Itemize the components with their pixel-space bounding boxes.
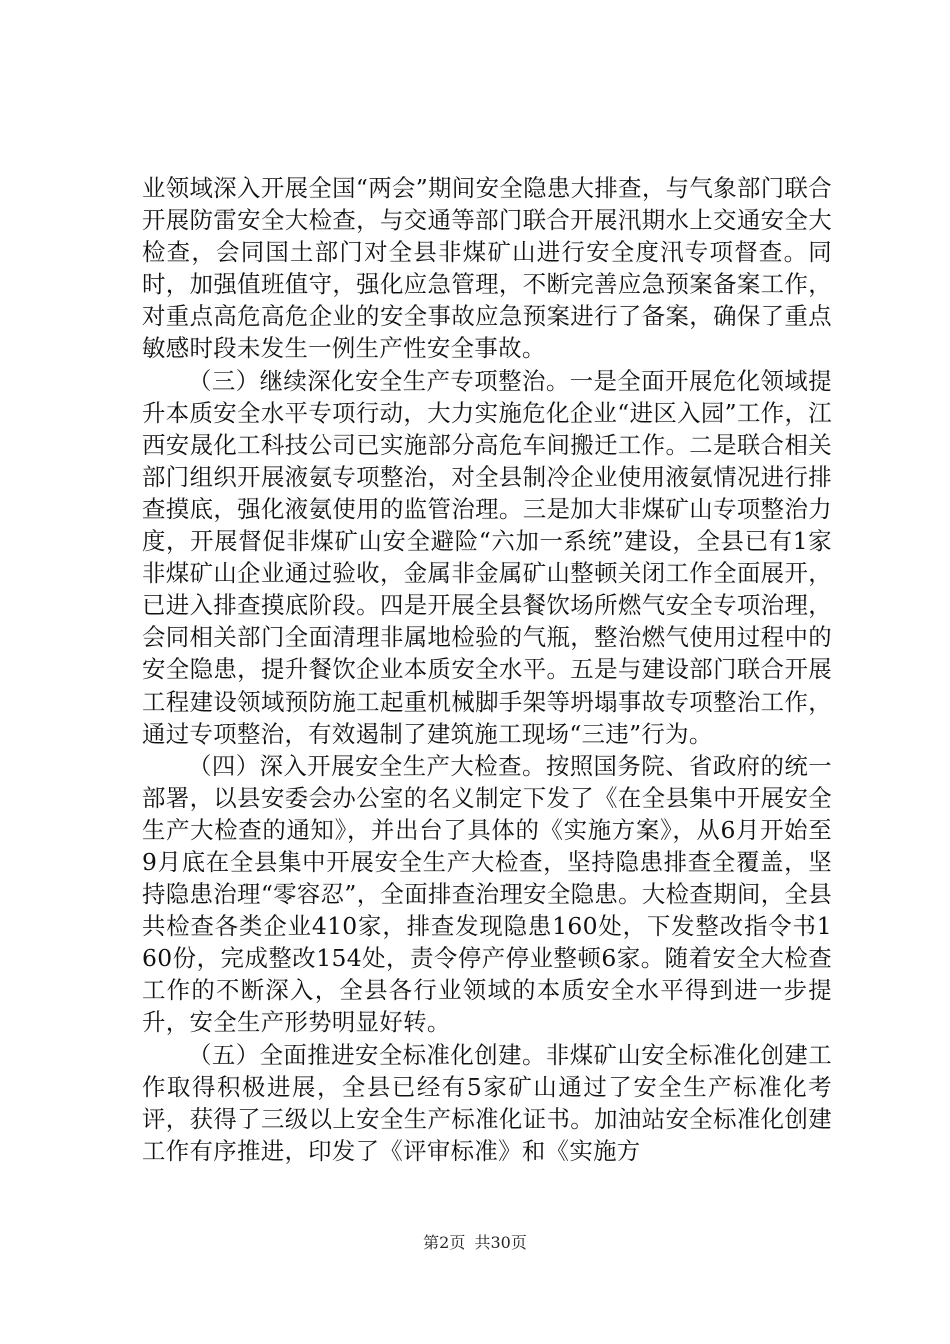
page-total: 共30页: [474, 1233, 527, 1252]
document-body: [142, 172, 832, 1167]
paragraph-section-three: （三）继续深化安全生产专项整治。一是全面开展危化领域提升本质安全水平专项行动，大力实施危化企业“进区入园”工作，江西安晟化工科技公司已实施部分高危车间搬迁工作。二是联合相关部门组织开展液氨专项整治，对全县制冷企业使用液氨情况进行排查摸底，强化液氨使用的监管治理。三是加大非煤矿山专项整治力度，开展督促非煤矿山安全避险“六加一系统”建设，全县已有1家非煤矿山企业通过验收，金属非金属矿山整顿关闭工作全面展开，已进入排查摸底阶段。四是开展全县餐饮场所燃气安全专项治理，会同相关部门全面清理非属地检验的气瓶，整治燃气使用过程中的安全隐患，提升餐饮企业本质安全水平。五是与建设部门联合开展工程建设领域预防施工起重机械脚手架等坍塌事故专项整治工作，通过专项整治，有效遏制了建筑施工现场“三违”行为。: [142, 366, 832, 748]
paragraph-continuation: 业领域深入开展全国“两会”期间安全隐患大排查，与气象部门联合开展防雷安全大检查，与交通等部门联合开展汛期水上交通安全大检查，会同国土部门对全县非煤矿山进行安全度汛专项督查。同时，加强值班值守，强化应急管理，不断完善应急预案备案工作，对重点高危高危企业的安全事故应急预案进行了备案，确保了重点敏感时段未发生一例生产性安全事故。: [142, 174, 832, 363]
paragraph-section-five: （五）全面推进安全标准化创建。非煤矿山安全标准化创建工作取得积极进展，全县已经有5家矿山通过了安全生产标准化考评，获得了三级以上安全生产标准化证书。加油站安全标准化创建工作有序推进，印发了《评审标准》和《实施方: [142, 1040, 832, 1165]
page-number: 第2页: [423, 1233, 466, 1252]
paragraph-section-four: （四）深入开展安全生产大检查。按照国务院、省政府的统一部署，以县安委会办公室的名义制定下发了《在全县集中开展安全生产大检查的通知》，并出台了具体的《实施方案》，从6月开始至9月底在全县集中开展安全生产大检查，坚持隐患排查全覆盖，坚持隐患治理“零容忍”，全面排查治理安全隐患。大检查期间，全县共检查各类企业410家，排查发现隐患160处，下发整改指令书160份，完成整改154处，责令停产停业整顿6家。随着安全大检查工作的不断深入，全县各行业领域的本质安全水平得到进一步提升，安全生产形势明显好转。: [142, 751, 832, 1037]
page-footer: [0, 1233, 950, 1253]
